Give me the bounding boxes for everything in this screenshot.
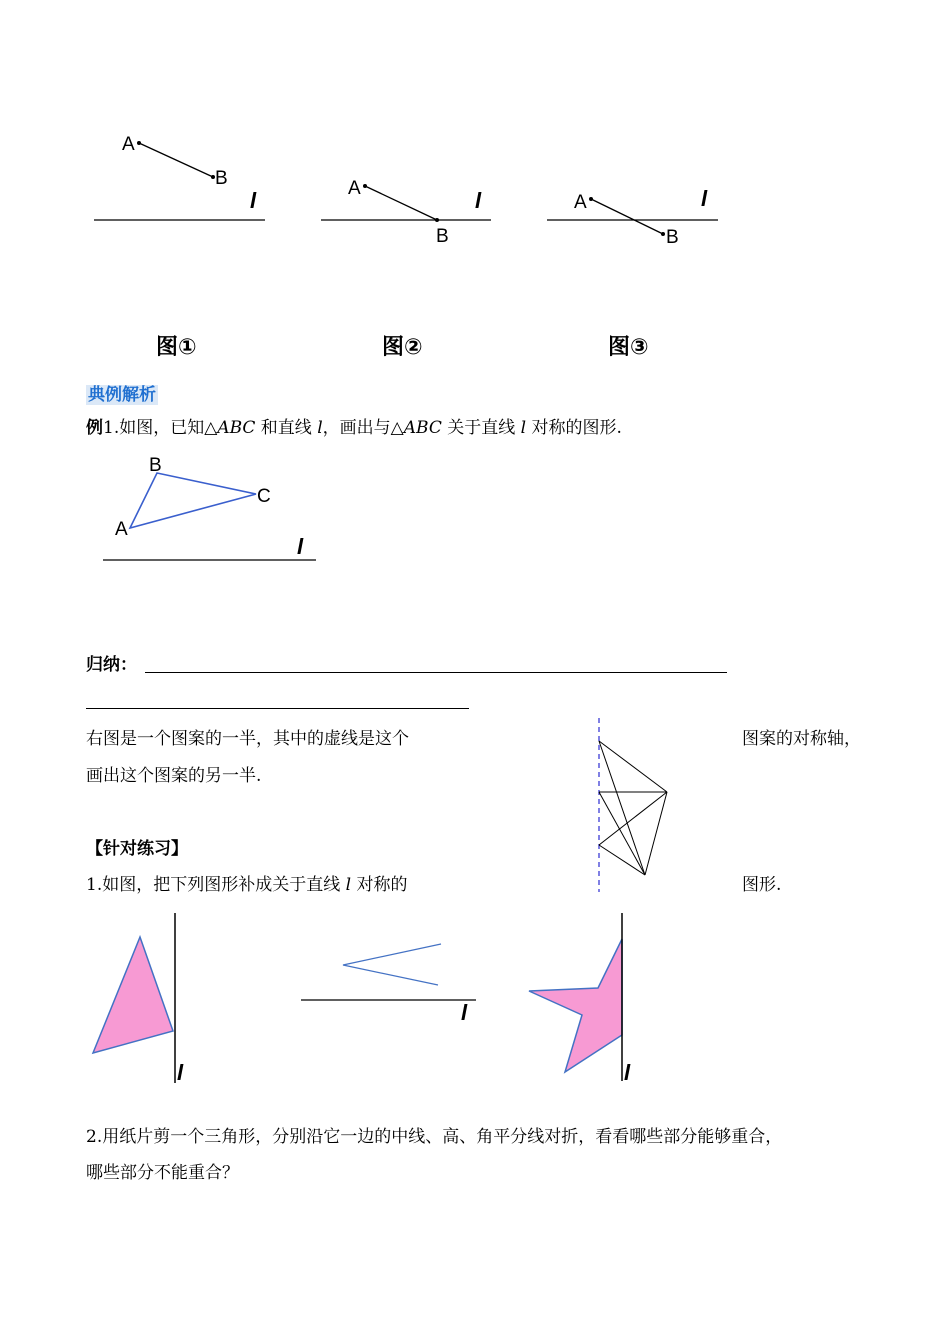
line-l-label: l (250, 188, 257, 213)
figure-1 (85, 120, 285, 240)
example-prefix: 例 (86, 418, 103, 438)
line-l-label: l (461, 1000, 468, 1025)
pattern-task-line1-right: 图案的对称轴， (742, 729, 861, 749)
vertex-c-label: C (257, 486, 271, 507)
point-b-label: B (436, 226, 449, 247)
caption-figure-1: 图① (156, 335, 197, 360)
practice-q1-right: 图形. (742, 875, 782, 895)
point-a-label: A (122, 134, 135, 155)
line-l-label: l (297, 534, 304, 559)
section-title: 典例解析 (88, 385, 156, 405)
example-1-figure (95, 450, 335, 580)
practice-q2-line2: 哪些部分不能重合？ (86, 1163, 239, 1183)
vertex-a-label: A (115, 519, 128, 540)
figure-3 (540, 120, 740, 260)
pattern-task-line2: 画出这个图案的另一半. (86, 766, 262, 786)
practice-figure-triangle (85, 910, 205, 1090)
summary-answer-line-1[interactable] (145, 672, 727, 673)
line-l-label: l (475, 188, 482, 213)
practice-figure-angle (295, 935, 495, 1035)
half-pattern-figure (590, 715, 690, 895)
pattern-task-line1-left: 右图是一个图案的一半，其中的虚线是这个 (86, 729, 409, 749)
practice-q2-line1: 2.用纸片剪一个三角形，分别沿它一边的中线、高、角平分线对折，看看哪些部分能够重合， (86, 1127, 783, 1147)
point-b-label: B (666, 227, 679, 248)
practice-q1-left: 1.如图，把下列图形补成关于直线 l 对称的 (86, 875, 408, 895)
line-l-label: l (624, 1060, 631, 1085)
vertex-b-label: B (149, 455, 162, 476)
point-b-label: B (215, 168, 228, 189)
practice-figure-star (520, 905, 660, 1085)
example-1-text: 例1.如图，已知△ABC 和直线 l，画出与△ABC 关于直线 l 对称的图形. (86, 418, 622, 438)
practice-title: 【针对练习】 (86, 839, 188, 859)
summary-answer-line-2[interactable] (86, 708, 469, 709)
caption-figure-3: 图③ (608, 335, 649, 360)
figure-2 (315, 120, 515, 260)
line-l-label: l (177, 1060, 184, 1085)
point-a-label: A (574, 192, 587, 213)
summary-label: 归纳： (86, 655, 137, 675)
caption-figure-2: 图② (382, 335, 423, 360)
line-l-label: l (701, 186, 708, 211)
point-a-label: A (348, 178, 361, 199)
